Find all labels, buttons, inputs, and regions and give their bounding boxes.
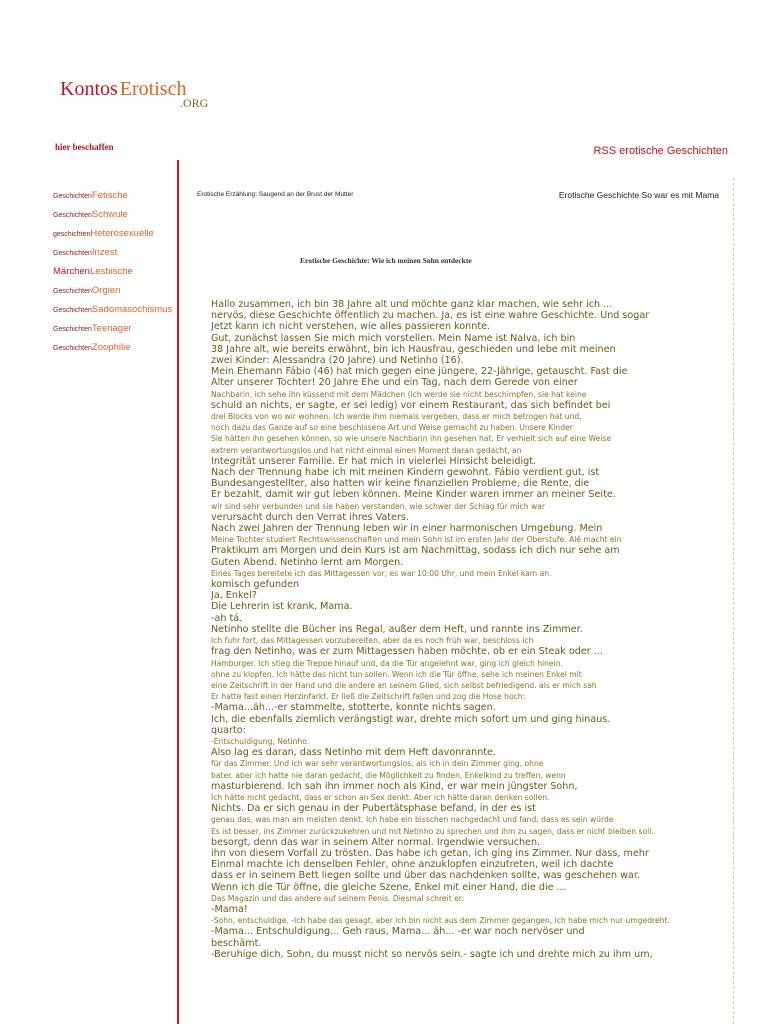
story-line: Also lag es daran, dass Netinho mit dem Heft davonrannte. [211,747,496,759]
story-line: extrem verantwortungslos und hat nicht einmal einen Moment daran gedacht, an [211,445,522,455]
story-line: für das Zimmer. Und ich war sehr verantwortungslos, als ich in dein Zimmer ging, ohne [211,759,544,769]
story-line: -Entschuldigung, Netinho. [211,736,310,746]
buy-link[interactable]: hier beschaffen [55,142,114,152]
story-line: quarto: [211,724,246,736]
story-line: Nach zwei Jahren der Trennung leben wir in einer harmonischen Umgebung. Mein [211,523,603,535]
story-line: Die Lehrerin ist krank, Mama. [211,601,353,613]
story-line: komisch gefunden [211,579,300,591]
nav-item-prefix: geschichten [53,231,91,238]
story-line: Nachbarin, ich sehe ihn küssend mit dem Mädchen (ich werde sie nicht beschimpfen, sie hat keine [211,389,587,399]
nav-item-prefix: Geschichten [53,193,92,200]
nav-item-prefix: Geschichten [53,307,92,314]
story-body [211,299,731,960]
nav-item-label: Schwule [91,209,128,220]
nav-item-orgien[interactable] [53,278,172,297]
story-line: Sie hätten ihn gesehen können, so wie unsere Nachbarin ihn gesehen hat. Er verhielt sich auf eine Weise [211,434,612,444]
nav-item-label: Sadomasochismus [91,304,173,315]
nav-item-lesbische[interactable] [53,259,172,278]
story-line: Einmal machte ich denselben Fehler, ohne anzuklopfen einzutreten, weil ich dachte [211,859,614,871]
rss-link[interactable]: RSS erotische Geschichten [593,145,728,157]
story-line: Ich hätte nicht gedacht, dass er schon an Sex denkt. Aber ich hätte daran denken sollen. [211,792,550,802]
story-line: Netinho stellte die Bücher ins Regal, außer dem Heft, und rannte ins Zimmer. [211,623,583,635]
nav-item-prefix: Märchen [53,266,90,277]
story-line: Praktikum am Morgen und dein Kurs ist am Nachmittag, sodass ich dich nur sehe am [211,545,620,557]
nav-item-prefix: Geschichten [53,288,92,295]
nav-item-label: Teenager [91,323,132,334]
story-line: frag den Netinho, was er zum Mittagessen haben möchte, ob er ein Steak oder ... [211,646,603,658]
story-line: dass er in seinem Bett liegen sollte und über das nachdenken sollte, was geschehen war. [211,870,640,882]
story-line: Gut, zunächst lassen Sie mich mich vorstellen. Mein Name ist Nalva, ich bin [211,332,576,344]
story-line: Es ist besser, ins Zimmer zurückzukehren und mit Netinho zu sprechen und ihm zu sagen, dass er nicht bleiben soll. [211,826,654,836]
story-line: Alter unserer Tochter! 20 Jahre Ehe und ein Tag, nach dem Gerede von einer [211,377,578,389]
story-line: zwei Kinder: Alessandra (20 Jahre) und Netinho (16). [211,355,464,367]
story-line: verursacht durch den Verrat ihres Vaters. [211,511,409,523]
story-line: Nach der Trennung habe ich mit meinen Kindern gewohnt. Fábio verdient gut, ist [211,467,600,479]
site-logo[interactable] [60,78,209,110]
sidebar-divider [177,160,179,1024]
logo-part-org: .ORG [180,96,209,110]
story-line: besorgt, denn das war in seinem Alter normal. Irgendwie versuchen. [211,836,541,848]
story-line: schuld an nichts, er sagte, er sei ledig) vor einem Restaurant, das sich befindet bei [211,399,611,411]
nav-item-label: Orgien [91,285,121,296]
story-line: wir sind sehr verbunden und sie haben verstanden, wie schwer der Schlag für mich war [211,501,545,511]
story-line: Guten Abend. Netinho lernt am Morgen. [211,556,404,568]
story-line: ihn von diesem Vorfall zu trösten. Das habe ich getan, ich ging ins Zimmer. Nur dass, mehr [211,847,649,859]
nav-item-teenager[interactable] [53,316,172,335]
story-line: beschämt. [211,937,262,949]
content-divider [733,178,734,1024]
story-line: 38 Jahre alt, wie bereits erwähnt, bin ich Hausfrau, geschieden und lebe mit meinen [211,343,616,355]
nav-item-zoophilie[interactable] [53,335,172,354]
story-line: Jetzt kann ich nicht verstehen, wie alles passieren konnte. [211,321,491,333]
story-line: eine Zeitschrift in der Hand und die andere an seinem Glied, sich selbst befriedigend. als er mich sah [211,680,597,690]
story-line: masturbierend. Ich sah ihn immer noch als Kind, er war mein jüngster Sohn, [211,780,578,792]
related-story-link-left[interactable]: Erotische Erzählung: Saugend an der Brust der Mutter [197,191,354,198]
story-line: Ja, Enkel? [211,590,257,602]
story-line: Er hatte fast einen Herzinfarkt. Er ließ die Zeitschrift fallen und zog die Hose hoch: [211,692,526,702]
nav-item-label: Inzest [91,247,118,258]
story-line: -Mama...äh...-er stammelte, stotterte, konnte nichts sagen. [211,702,496,714]
logo-part-erotisch: Erotisch [119,78,187,100]
category-nav [53,183,172,354]
nav-item-label: Heterosexuelle [90,228,154,239]
nav-item-inzest[interactable] [53,240,172,259]
story-line: Ich, die ebenfalls ziemlich verängstigt war, drehte mich sofort um und ging hinaus. [211,713,611,725]
story-line: Bundesangestellter, also hatten wir keine finanziellen Probleme, die Rente, die [211,478,590,490]
story-line: Eines Tages bereitete ich das Mittagessen vor, es war 10:00 Uhr, und mein Enkel kam an. [211,568,552,578]
story-line: Er bezahlt, damit wir gut leben können. Meine Kinder waren immer an meiner Seite. [211,489,616,501]
story-title: Erotische Geschichte: Wie ich meinen Sohn entdeckte [300,256,472,265]
nav-item-prefix: Geschichten [53,212,92,219]
story-line: Meine Tochter studiert Rechtswissenschaften und mein Sohn ist im ersten Jahr der Oberstufe. Alê macht ein [211,535,622,545]
story-line: drei Blocks von wo wir wohnen. Ich werde ihm niemals vergeben, dass er mich betrogen hat und, [211,412,582,422]
story-line: Mein Ehemann Fábio (46) hat mich gegen eine jüngere, 22-Jährige, getauscht. Fast die [211,366,628,378]
nav-item-label: Zoophilie [91,342,131,353]
logo-part-kontos: Kontos [60,78,118,100]
story-line: -Mama! [211,903,248,915]
story-line: Das Magazin und das andere auf seinem Penis. Diesmal schreit er: [211,893,465,903]
story-line: Wenn ich die Tür öffne, die gleiche Szene, Enkel mit einer Hand, die die ... [211,881,566,893]
story-line: Ich fuhr fort, das Mittagessen vorzubereiten, aber da es noch früh war, beschloss ich [211,636,534,646]
story-line: ohne zu klopfen. Ich hätte das nicht tun sollen. Wenn ich die Tür öffne, sehe ich meinen Enkel mit [211,669,582,679]
nav-item-prefix: Geschichten [53,326,92,333]
nav-item-prefix: Geschichten [53,250,92,257]
story-line: Hamburger. Ich stieg die Treppe hinauf und, da die Tür angelehnt war, ging ich gleich hinein. [211,658,563,668]
nav-item-sadomasochismus[interactable] [53,297,172,316]
nav-item-prefix: Geschichten [53,345,92,352]
story-line: Integrität unserer Familie. Er hat mich in vielerlei Hinsicht beleidigt. [211,455,537,467]
nav-item-label: Lesbische [89,266,133,277]
story-line: -ah tá. [211,612,243,624]
story-line: -Mama... Entschuldigung... Geh raus, Mama... äh... -er war noch nervöser und [211,926,585,938]
nav-item-fetische[interactable] [53,183,172,202]
story-line: Nichts. Da er sich genau in der Pubertätsphase befand, in der es ist [211,803,536,815]
nav-item-label: Fetische [91,190,128,201]
story-line: noch dazu das Ganze auf so eine beschissene Art und Weise gemacht zu haben. Unsere Kinder [211,423,573,433]
nav-item-schwule[interactable] [53,202,172,221]
story-line: genau das, was man am meisten denkt. Ich habe ein bisschen nachgedacht und fand, dass es sein würde [211,815,614,825]
nav-item-heterosexuelle[interactable] [53,221,172,240]
related-story-link-right[interactable]: Erotische Geschichte So war es mit Mama [558,190,719,200]
story-line: bater. aber ich hatte nie daran gedacht, die Möglichkeit zu finden, Enkelkind zu treffen, wenn [211,770,566,780]
story-line: -Sohn, entschuldige. -Ich habe das gesagt, aber ich bin nicht aus dem Zimmer gegangen, ich habe mich nur umgedreht. [211,916,670,926]
story-line: nervös, diese Geschichte öffentlich zu machen. Ja, es ist eine wahre Geschichte. Und sogar [211,310,650,322]
story-line: -Beruhige dich, Sohn, du musst nicht so nervös sein.- sagte ich und drehte mich zu ihm um, [211,948,653,960]
story-line: Hallo zusammen, ich bin 38 Jahre alt und möchte ganz klar machen, wie sehr ich ... [211,299,613,310]
